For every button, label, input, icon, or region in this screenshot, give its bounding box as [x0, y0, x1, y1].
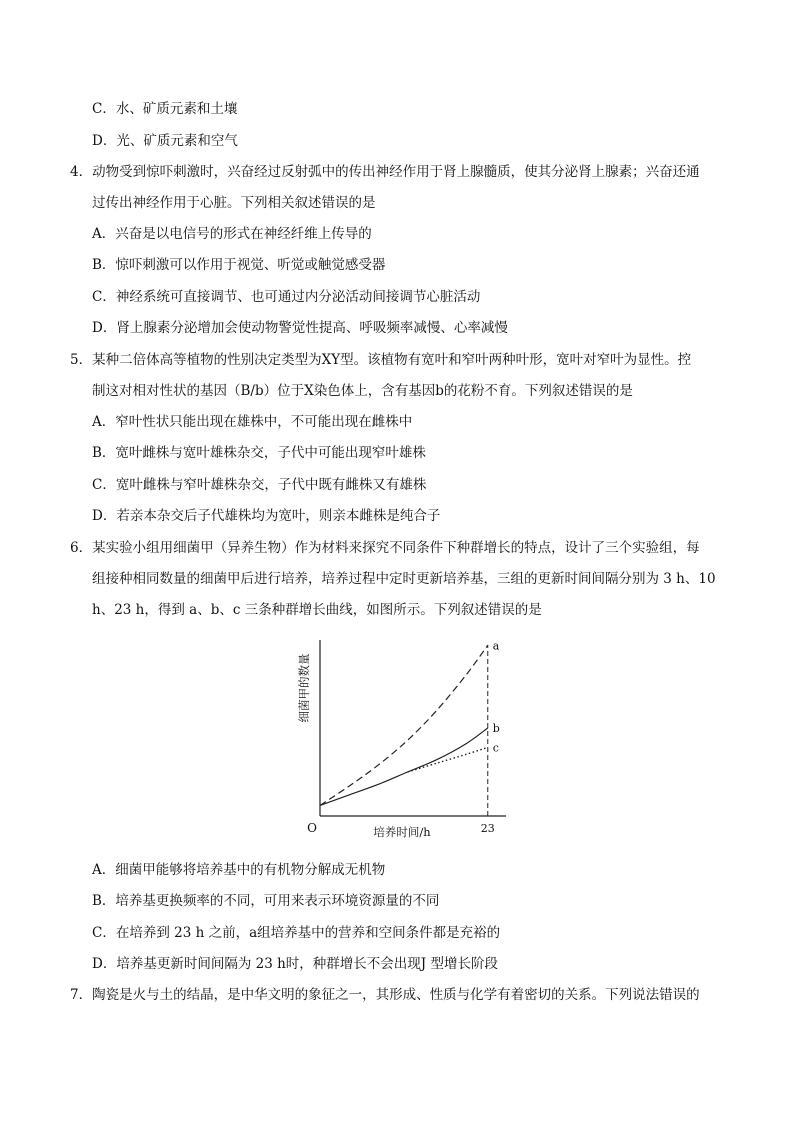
q4-option-c: C．神经系统可直接调节、也可通过内分泌活动间接调节心脏活动 — [92, 289, 481, 305]
q4-option-a: A．兴奋是以电信号的形式在神经纤维上传导的 — [92, 226, 372, 242]
q6-stem-line-3: h、23 h，得到 a、b、c 三条种群增长曲线，如图所示。下列叙述错误的是 — [92, 602, 542, 618]
y-axis-label: 细菌甲的数量 — [297, 653, 311, 723]
x-axis-label: 培养时间/h — [373, 825, 431, 839]
series-label-b: b — [492, 722, 500, 735]
q5-option-a: A．窄叶性状只能出现在雄株中，不可能出现在雌株中 — [92, 414, 413, 430]
q5-stem-line-2: 制这对相对性状的基因（B/b）位于X染色体上，含有基因b的花粉不育。下列叙述错误的是 — [92, 383, 633, 399]
q6-option-d: D．培养基更新时间间隔为 23 h时，种群增长不会出现J 型增长阶段 — [92, 956, 498, 972]
q5-option-c: C．宽叶雌株与窄叶雄株杂交，子代中既有雌株又有雄株 — [92, 477, 427, 493]
chart-axes — [320, 640, 506, 816]
q3-option-c: C．水、矿质元素和土壤 — [92, 101, 238, 117]
series-label-c: c — [492, 741, 499, 755]
q4-stem-line-2: 过传出神经作用于心脏。下列相关叙述错误的是 — [92, 195, 376, 211]
q5-stem-line-1: 5．某种二倍体高等植物的性别决定类型为XY型。该植物有宽叶和窄叶两种叶形，宽叶对窄叶为显性。控 — [70, 352, 692, 368]
series-line-c — [408, 747, 488, 772]
origin-label: O — [307, 821, 317, 835]
q3-option-d: D．光、矿质元素和空气 — [92, 133, 238, 149]
q6-option-a: A．细菌甲能够将培养基中的有机物分解成无机物 — [92, 862, 386, 878]
x-tick-label-23: 23 — [480, 822, 495, 835]
q5-option-d: D．若亲本杂交后子代雄株均为宽叶，则亲本雌株是纯合子 — [92, 508, 441, 524]
chart-labels — [297, 639, 500, 839]
q6-option-b: B．培养基更换频率的不同，可用来表示环境资源量的不同 — [92, 893, 440, 909]
q4-stem-line-1: 4．动物受到惊吓刺激时，兴奋经过反射弧中的传出神经作用于肾上腺髓质，使其分泌肾上腺素；兴奋还通 — [70, 164, 700, 180]
q6-option-c: C．在培养到 23 h 之前，a组培养基中的营养和空间条件都是充裕的 — [92, 925, 501, 941]
q4-option-d: D．肾上腺素分泌增加会使动物警觉性提高、呼吸频率减慢、心率减慢 — [92, 320, 508, 336]
series-line-b — [320, 728, 488, 805]
population-growth-chart — [290, 630, 520, 842]
q6-stem-line-2: 组接种相同数量的细菌甲后进行培养，培养过程中定时更新培养基，三组的更新时间间隔分别为 3 h、10 — [92, 571, 716, 587]
q6-stem-line-1: 6．某实验小组用细菌甲（异养生物）作为材料来探究不同条件下种群增长的特点，设计了三个实验组，每 — [70, 540, 700, 556]
q7-stem-line-1: 7．陶瓷是火与土的结晶，是中华文明的象征之一，其形成、性质与化学有着密切的关系。下列说法错误的 — [70, 987, 700, 1003]
q5-option-b: B．宽叶雌株与宽叶雄株杂交，子代中可能出现窄叶雄株 — [92, 445, 426, 461]
q4-option-b: B．惊吓刺激可以作用于视觉、听觉或触觉感受器 — [92, 257, 386, 273]
series-label-a: a — [492, 639, 500, 653]
chart-series — [320, 645, 488, 805]
series-line-a — [320, 645, 488, 805]
